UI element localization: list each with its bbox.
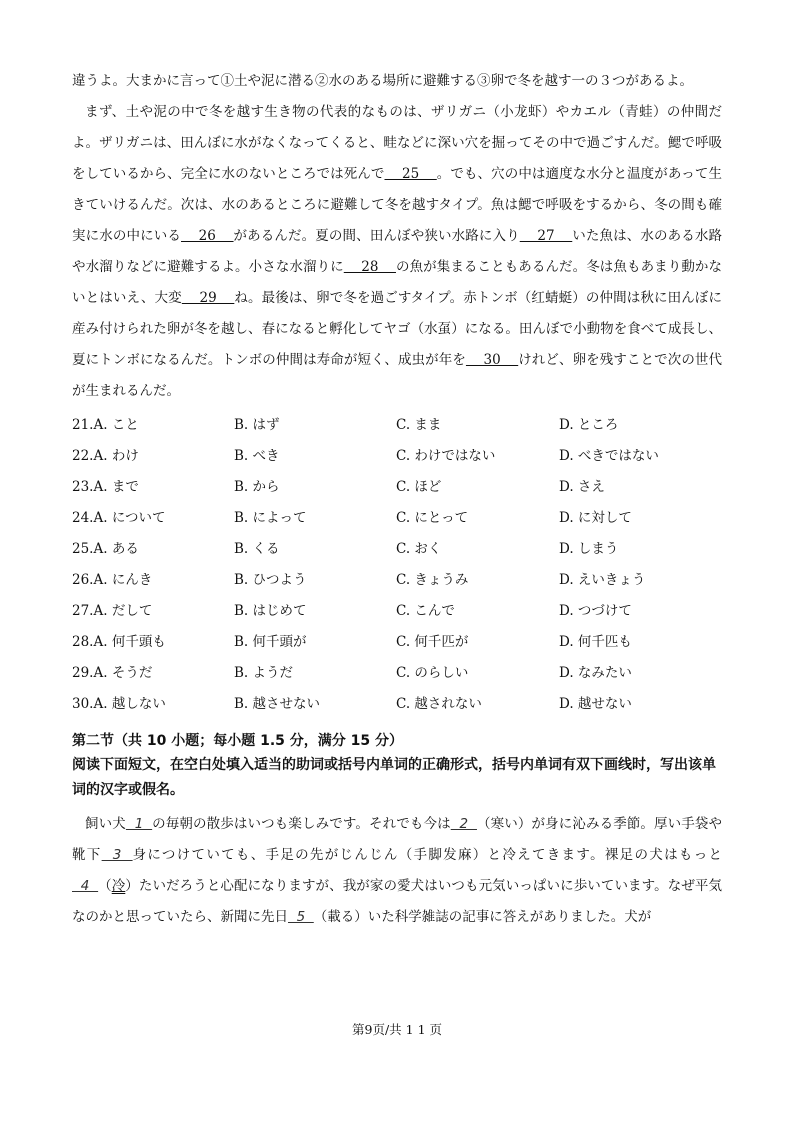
exam-page xyxy=(72,66,722,933)
option-d[interactable]: D. 何千匹も xyxy=(559,633,632,650)
option-b[interactable]: B. くる xyxy=(234,540,280,557)
option-a[interactable]: 28.A. 何千頭も xyxy=(72,633,166,650)
option-a[interactable]: 27.A. だして xyxy=(72,602,153,619)
option-b[interactable]: B. はず xyxy=(234,416,280,433)
option-a[interactable]: 29.A. そうだ xyxy=(72,664,153,681)
option-c[interactable]: C. まま xyxy=(396,416,442,433)
option-row xyxy=(72,438,722,469)
blank-3[interactable]: 3 xyxy=(101,847,133,863)
option-a[interactable]: 24.A. について xyxy=(72,509,166,526)
option-c[interactable]: C. おく xyxy=(396,540,442,557)
option-row xyxy=(72,407,722,438)
section-instruction: 阅读下面短文，在空白处填入适当的助词或括号内单词的正确形式，括号内单词有双下画线时，写出该单词的汉字或假名。 xyxy=(72,757,716,798)
option-b[interactable]: B. べき xyxy=(234,447,280,464)
option-d[interactable]: D. なみたい xyxy=(559,664,632,681)
option-a[interactable]: 30.A. 越しない xyxy=(72,695,166,712)
option-c[interactable]: C. 何千匹が xyxy=(396,633,469,650)
option-b[interactable]: B. によって xyxy=(234,509,307,526)
option-row xyxy=(72,469,722,500)
option-a[interactable]: 22.A. わけ xyxy=(72,447,139,464)
blank-25[interactable]: 25 xyxy=(384,166,437,182)
option-b[interactable]: B. ひつよう xyxy=(234,571,307,588)
passage-intro-line: 違うよ。大まかに言って①土や泥に潜る②水のある場所に避難する③卵で冬を越す一の３つがあるよ。 xyxy=(72,73,693,89)
option-d[interactable]: D. ところ xyxy=(559,416,619,433)
passage-2-paragraph: 飼い犬 1 の毎朝の散歩はいつも楽しみです。それでも今は 2 （寒い）が身に沁みる季節。厚い手袋や靴下 3 身につけていても、手足の先がじんじん（手脚发麻）と冷えてきます。裸足の犬はもっと 4 （冷）たいだろうと心配になりますが、我が家の愛犬はいつも元気いっぱいに歩いています。なぜ平気なのかと思っていたら、新聞に先日 5 （載る）いた科学雑誌の記事に答えがありました。犬が xyxy=(72,816,723,925)
option-a[interactable]: 21.A. こと xyxy=(72,416,139,433)
blank-28[interactable]: 28 xyxy=(343,259,396,275)
option-a[interactable]: 25.A. ある xyxy=(72,540,139,557)
option-row xyxy=(72,593,722,624)
option-row xyxy=(72,686,722,717)
option-row xyxy=(72,624,722,655)
blank-5[interactable]: 5 xyxy=(288,909,314,925)
answer-options-list xyxy=(72,407,722,717)
blank-2[interactable]: 2 xyxy=(450,816,477,832)
option-row xyxy=(72,500,722,531)
option-d[interactable]: D. しまう xyxy=(559,540,619,557)
option-row xyxy=(72,562,722,593)
option-a[interactable]: 23.A. まで xyxy=(72,478,139,495)
word-tsumetai-double-underlined: 冷 xyxy=(111,878,126,894)
blank-29[interactable]: 29 xyxy=(181,290,235,306)
option-c[interactable]: C. わけではない xyxy=(396,447,496,464)
option-d[interactable]: D. さえ xyxy=(559,478,605,495)
option-b[interactable]: B. 越させない xyxy=(234,695,321,712)
option-d[interactable]: D. えいきょう xyxy=(559,571,646,588)
word-samui: 寒い xyxy=(490,816,518,832)
option-c[interactable]: C. きょうみ xyxy=(396,571,469,588)
option-a[interactable]: 26.A. にんき xyxy=(72,571,153,588)
option-b[interactable]: B. 何千頭が xyxy=(234,633,307,650)
blank-26[interactable]: 26 xyxy=(181,228,234,244)
section-heading: 第二节（共 10 小题；每小题 1.5 分，满分 15 分） xyxy=(72,733,404,749)
option-c[interactable]: C. にとって xyxy=(396,509,469,526)
page-footer: 第9页/共 1 1 页 xyxy=(352,1022,442,1037)
blank-27[interactable]: 27 xyxy=(519,228,573,244)
blank-1[interactable]: 1 xyxy=(125,816,153,832)
option-d[interactable]: D. べきではない xyxy=(559,447,659,464)
passage-paragraph: まず、土や泥の中で冬を越す生き物の代表的なものは、ザリガニ（小龙虾）やカエル（青蛙）の仲間だよ。ザリガニは、田んぼに水がなくなってくると、畦などに深い穴を掘ってその中で過ごすんだ。鰓で呼吸をしているから、完全に水のないところでは死んで 25 。でも、穴の中は適度な水分と温度があって生きていけるんだ。次は、水のあるところに避難して冬を越すタイプ。魚は鰓で呼吸をするから、冬の間も確実に水の中にいる 26 があるんだ。夏の間、田んぼや狭い水路に入り 27 いた魚は、水のある水路や水溜りなどに避難するよ。小さな水溜りに 28 の魚が集まることもあるんだ。冬は魚もあまり動かないとはいえ、大変 29 ね。最後は、卵で冬を過ごすタイプ。赤トンボ（红蜻蜓）の仲間は秋に田んぼに産み付けられた卵が冬を越し、春になると孵化してヤゴ（水虿）になる。田んぼで小動物を食べて成長し、夏にトンボになるんだ。トンボの仲間は寿命が短く、成虫が年を 30 けれど、卵を残すことで次の世代が生まれるんだ。 xyxy=(72,104,723,399)
blank-4[interactable]: 4 xyxy=(72,878,99,894)
option-c[interactable]: C. こんで xyxy=(396,602,455,619)
option-c[interactable]: C. ほど xyxy=(396,478,442,495)
option-d[interactable]: D. つづけて xyxy=(559,602,632,619)
option-b[interactable]: B. から xyxy=(234,478,280,495)
option-d[interactable]: D. に対して xyxy=(559,509,632,526)
option-row xyxy=(72,655,722,686)
option-row xyxy=(72,531,722,562)
option-b[interactable]: B. ようだ xyxy=(234,664,294,681)
option-c[interactable]: C. 越されない xyxy=(396,695,482,712)
option-c[interactable]: C. のらしい xyxy=(396,664,469,681)
option-d[interactable]: D. 越せない xyxy=(559,695,632,712)
option-b[interactable]: B. はじめて xyxy=(234,602,307,619)
blank-30[interactable]: 30 xyxy=(465,352,519,368)
